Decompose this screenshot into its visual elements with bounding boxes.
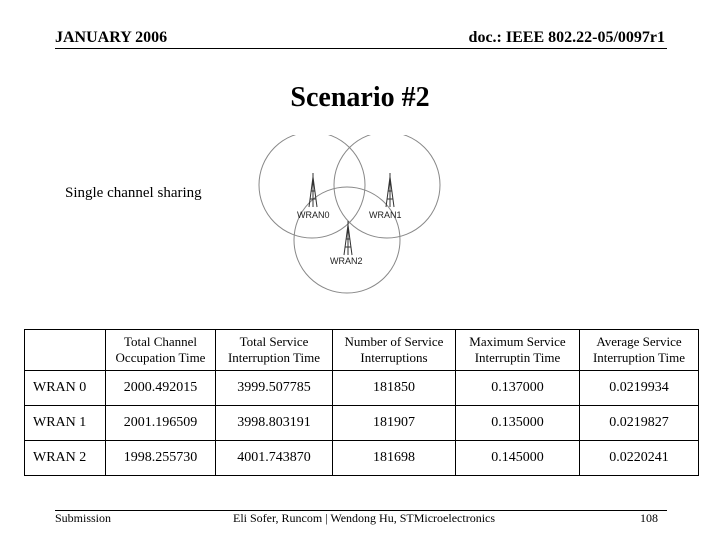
table-header-cell: Maximum Service Interruptin Time xyxy=(456,330,580,371)
wran0-label: WRAN0 xyxy=(297,210,330,220)
coverage-diagram xyxy=(255,135,455,300)
table-cell: 3998.803191 xyxy=(216,406,333,441)
table-cell: 1998.255730 xyxy=(106,441,216,476)
table-cell: 0.145000 xyxy=(456,441,580,476)
wran2-label: WRAN2 xyxy=(330,256,363,266)
slide-subtitle: Single channel sharing xyxy=(65,185,202,201)
table-header-cell: Number of Service Interruptions xyxy=(333,330,456,371)
slide-title: Scenario #2 xyxy=(290,82,430,113)
table-row xyxy=(25,371,699,406)
header-rule xyxy=(55,48,667,49)
table-cell: 0.0219827 xyxy=(580,406,699,441)
footer-submission: Submission xyxy=(55,511,112,525)
results-table xyxy=(24,329,699,476)
table-cell: 2000.492015 xyxy=(106,371,216,406)
table-cell: 0.0219934 xyxy=(580,371,699,406)
table-cell: 0.135000 xyxy=(456,406,580,441)
wran1-label: WRAN1 xyxy=(369,210,402,220)
table-cell: 181850 xyxy=(333,371,456,406)
table-cell: 4001.743870 xyxy=(216,441,333,476)
table-cell: 2001.196509 xyxy=(106,406,216,441)
table-header-cell: Total Channel Occupation Time xyxy=(106,330,216,371)
table-cell: 181907 xyxy=(333,406,456,441)
table-header-cell: Average Service Interruption Time xyxy=(580,330,699,371)
antenna-tower-icon xyxy=(386,173,394,207)
row-label: WRAN 0 xyxy=(25,371,106,406)
table-row xyxy=(25,441,699,476)
coverage-circle-wran1 xyxy=(334,135,440,238)
table-header-cell: Total Service Interruption Time xyxy=(216,330,333,371)
row-label: WRAN 1 xyxy=(25,406,106,441)
table-cell: 3999.507785 xyxy=(216,371,333,406)
table-cell: 0.0220241 xyxy=(580,441,699,476)
header-date: JANUARY 2006 xyxy=(55,29,168,46)
footer-authors: Eli Sofer, Runcom | Wendong Hu, STMicroelectronics xyxy=(233,511,496,525)
page-number: 108 xyxy=(640,511,658,525)
table-cell: 181698 xyxy=(333,441,456,476)
table-header-cell xyxy=(25,330,106,371)
header-doc-id: doc.: IEEE 802.22-05/0097r1 xyxy=(468,29,665,46)
row-label: WRAN 2 xyxy=(25,441,106,476)
table-header-row xyxy=(25,330,699,371)
table-cell: 0.137000 xyxy=(456,371,580,406)
table-row xyxy=(25,406,699,441)
